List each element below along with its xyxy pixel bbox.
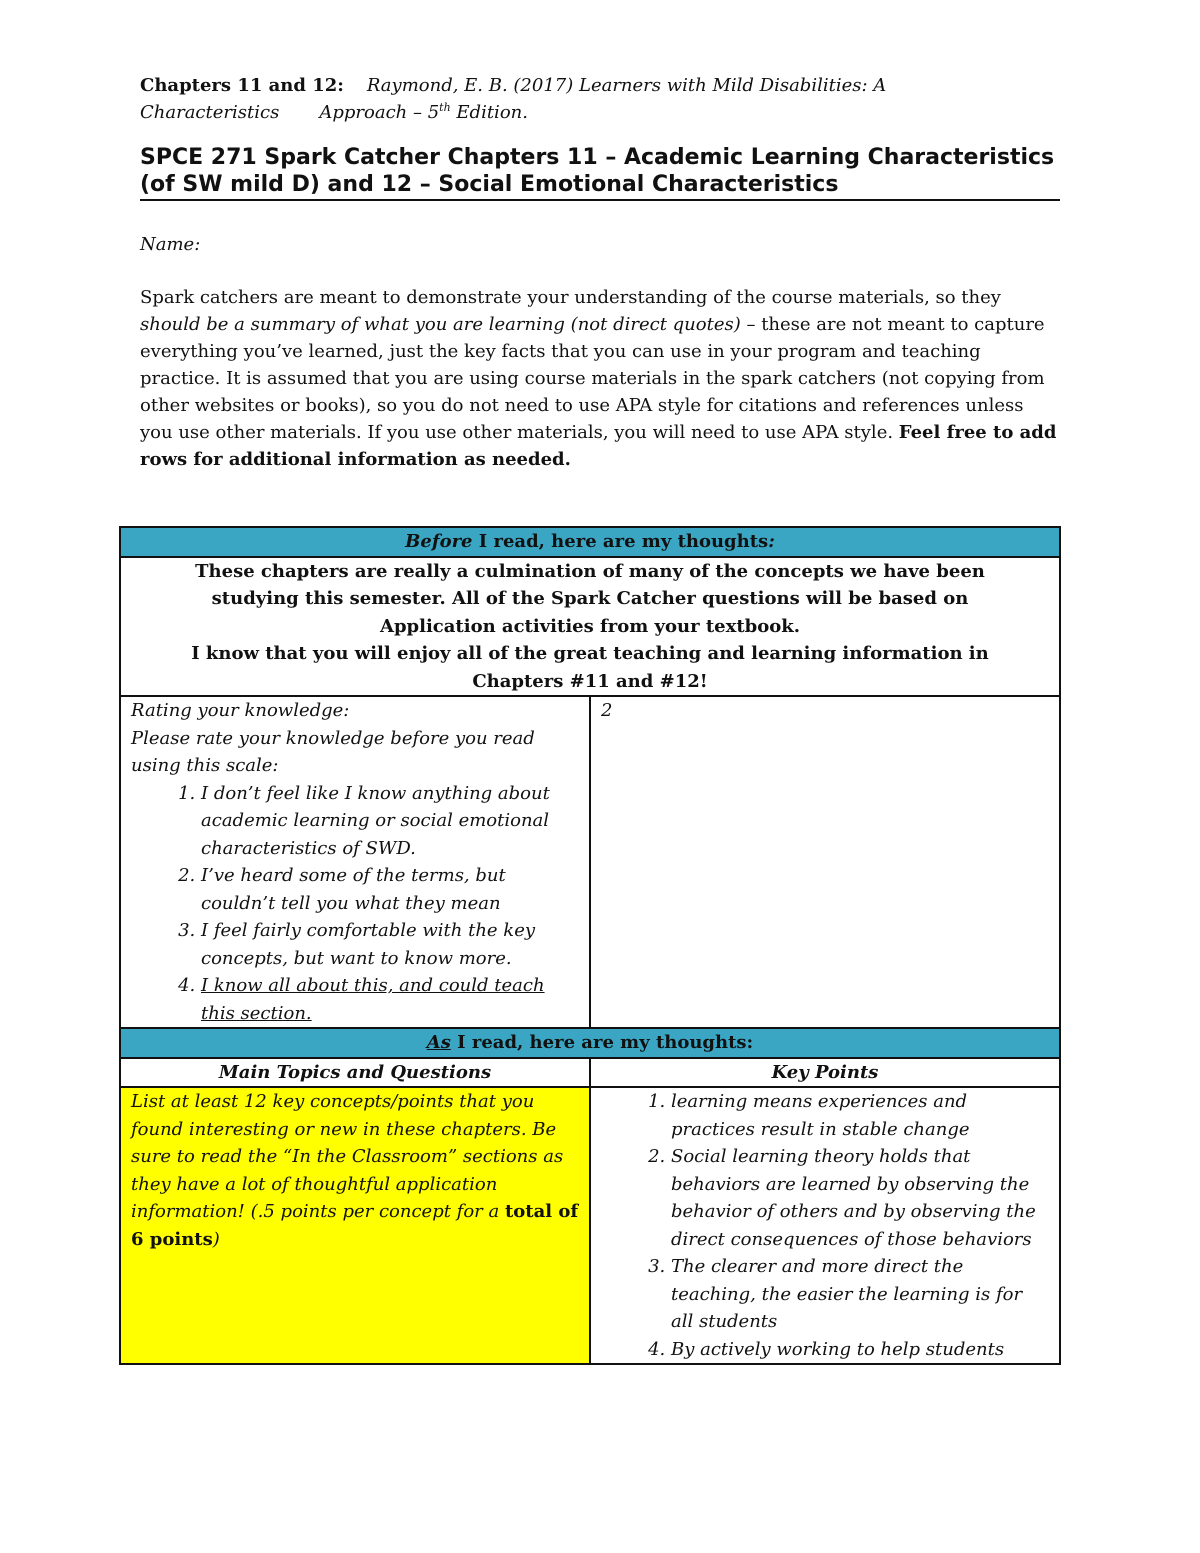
key-point-item: 4. By actively working to help students	[671, 1336, 1049, 1364]
before-header-colon: :	[768, 531, 775, 552]
scale-item: 2. I’ve heard some of the terms, but couldn’t tell you what they mean	[201, 862, 579, 917]
page-title: SPCE 271 Spark Catcher Chapters 11 – Academic Learning Characteristics (of SW mild D) and 12 – Social Emotional Characteristics	[140, 144, 1060, 201]
rating-scale-list	[131, 780, 579, 1028]
intro-bold: Feel free to add rows for additional information as needed.	[140, 422, 1057, 470]
scale-item: 1. I don’t feel like I know anything about academic learning or social emotional characteristics of SWD.	[201, 780, 579, 863]
as-header-cell	[120, 1028, 1060, 1058]
as-header-row	[120, 1028, 1060, 1058]
reference-citation	[140, 72, 1060, 126]
reference-superscript: th	[439, 101, 451, 114]
key-point-item: 2. Social learning theory holds that behaviors are learned by observing the behavior of others and by observing the direct consequences of those behaviors	[671, 1143, 1049, 1253]
rating-title: Rating your knowledge:	[131, 700, 350, 721]
before-text-1: These chapters are really a culmination of many of the concepts we have been studying this semester. All of the Spark Catcher questions will be based on Application activities from your textbook.	[195, 560, 985, 637]
document-page	[140, 72, 1060, 473]
reference-text-line-2c: Edition.	[450, 102, 528, 123]
column-header-row	[120, 1058, 1060, 1088]
intro-part-3: – these are not meant to capture everything you’ve learned, just the key facts that you can use in your program and teaching practice. It is assumed that you are using course materials in the spark catchers (not copying from other websites or books), so you do not need to use APA style for citations and references unless you use other materials. If you use other materials, you will need to use APA style.	[140, 314, 1045, 443]
as-header-text: I read, here are my thoughts:	[450, 1032, 754, 1053]
intro-part-1: Spark catchers are meant to demonstrate your understanding of the course materials, so they	[140, 287, 1001, 308]
before-text-2: I know that you will enjoy all of the great teaching and learning information in Chapters #11 and #12!	[191, 643, 989, 692]
rating-row	[120, 696, 1060, 1028]
prompt-end: )	[212, 1228, 220, 1250]
as-header-underlined: As	[426, 1032, 451, 1053]
key-points-list	[601, 1088, 1049, 1363]
rating-value: 2	[601, 700, 613, 721]
before-text-cell	[120, 557, 1060, 697]
reference-text-line-1: Raymond, E. B. (2017) Learners with Mild Disabilities: A	[366, 75, 887, 96]
key-point-item: 3. The clearer and more direct the teaching, the easier the learning is for all students	[671, 1253, 1049, 1336]
prompt-bold: total of 6 points	[131, 1201, 579, 1250]
before-header-italic: Before	[405, 531, 473, 552]
column-header-key-points: Key Points	[590, 1058, 1060, 1088]
content-row	[120, 1087, 1060, 1364]
before-header-text: I read, here are my thoughts	[472, 531, 769, 552]
rating-answer-cell[interactable]	[590, 696, 1060, 1028]
name-label: Name:	[140, 234, 201, 255]
topics-prompt-cell	[120, 1087, 590, 1364]
column-header-topics: Main Topics and Questions	[120, 1058, 590, 1088]
before-text-row	[120, 557, 1060, 697]
reference-text-line-2a: Characteristics	[140, 102, 280, 123]
key-points-cell[interactable]	[590, 1087, 1060, 1364]
scale-item: 4. I know all about this, and could teach this section.	[201, 972, 579, 1027]
spark-catcher-table	[119, 526, 1061, 1365]
reference-label: Chapters 11 and 12:	[140, 75, 344, 96]
reference-text-line-2b: Approach – 5	[319, 102, 440, 123]
before-header-row	[120, 527, 1060, 557]
before-header-cell	[120, 527, 1060, 557]
rating-prompt-cell	[120, 696, 590, 1028]
scale-item: 3. I feel fairly comfortable with the key concepts, but want to know more.	[201, 917, 579, 972]
intro-italic: should be a summary of what you are learning (not direct quotes)	[140, 314, 741, 335]
intro-paragraph	[140, 284, 1060, 473]
rating-instructions: Please rate your knowledge before you read using this scale:	[131, 727, 535, 776]
key-point-item: 1. learning means experiences and practices result in stable change	[671, 1088, 1049, 1143]
prompt-text: List at least 12 key concepts/points that you found interesting or new in these chapters. Be sure to read the “In the Classroom” sections as they have a lot of thoughtful application information! (.5 points per concept for a	[131, 1091, 564, 1222]
